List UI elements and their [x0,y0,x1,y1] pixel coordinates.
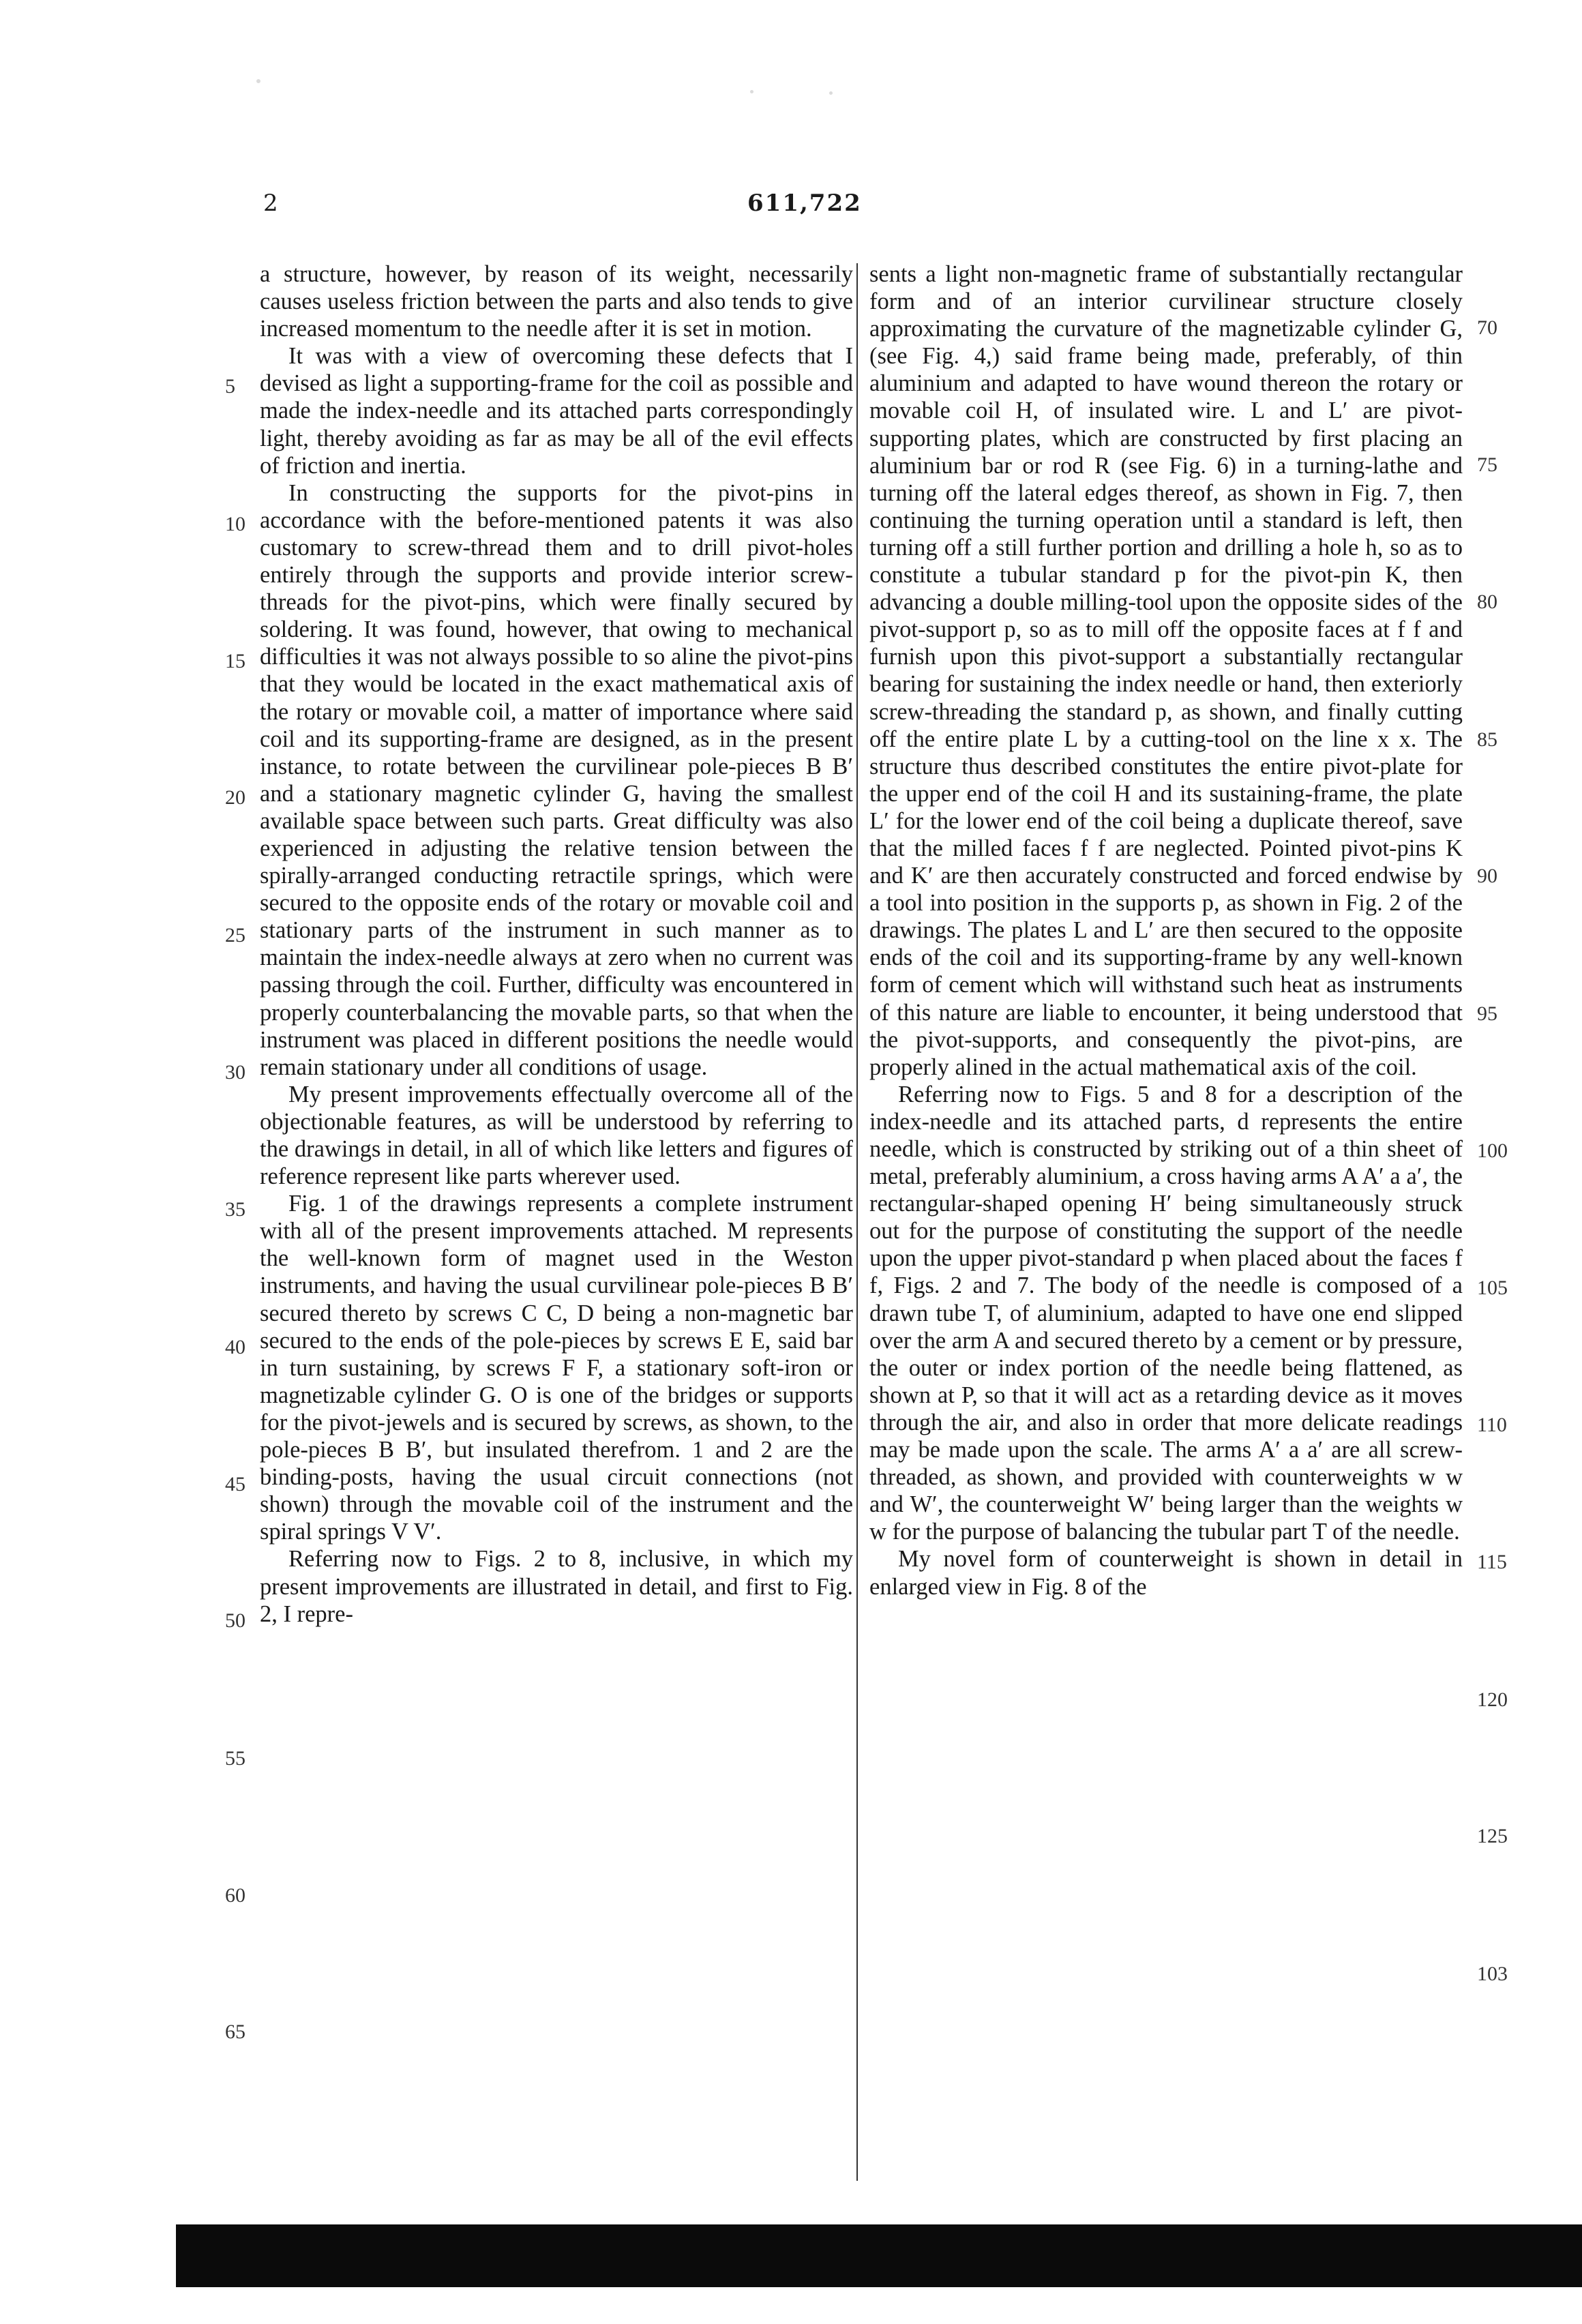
line-number: 25 [225,924,245,947]
paragraph: a structure, however, by reason of its weight, necessarily causes useless friction between the parts and also tends to give increased momentum to the needle after it is set in motion. [260,261,853,342]
column-divider [856,263,858,2181]
paragraph: Fig. 1 of the drawings represents a complete instrument with all of the present improvements attached. M represents the well-known form of magnet used in the Weston instruments, and having the usual curvilinear pole-pieces B B′ secured thereto by screws C C, D being a non-magnetic bar secured to the ends of the pole-pieces by screws E E, said bar in turn sustaining, by screws F F, a stationary soft-iron or magnetizable cylinder G. O is one of the bridges or supports for the pivot-jewels and is secured by screws, as shown, to the pole-pieces B B′, but insulated therefrom. 1 and 2 are the binding-posts, having the usual circuit connections (not shown) through the movable coil of the instrument and the spiral springs V V′. [260,1191,853,1545]
line-number: 70 [1477,316,1497,339]
line-number: 75 [1477,453,1497,476]
right-column [869,260,1463,1600]
patent-number: 611,722 [747,190,862,217]
paragraph: It was with a view of overcoming these defects that I devised as light a supporting-frame for the coil as possible and made the index-needle and its attached parts correspondingly light, thereby avoiding as far as may be all of the evil effects of friction and inertia. [260,343,853,479]
paragraph: My novel form of counterweight is shown in detail in enlarged view in Fig. 8 of the [869,1546,1463,1600]
line-number: 115 [1477,1551,1507,1573]
line-number: 45 [225,1473,245,1495]
scan-border-bar [176,2224,1582,2287]
scan-speck [256,79,260,83]
line-number: 125 [1477,1825,1508,1847]
line-number: 35 [225,1198,245,1221]
line-number: 100 [1477,1139,1508,1162]
line-number: 103 [1477,1963,1508,1985]
line-number: 5 [225,375,235,398]
line-number: 20 [225,786,245,809]
line-number: 30 [225,1061,245,1084]
paragraph: Referring now to Figs. 5 and 8 for a description of the index-needle and its attached parts, d represents the entire needle, which is constructed by striking out of a thin sheet of metal, preferably aluminium, a cross having arms A A′ a a′, the rectangular-shaped opening H′ being simultaneously struck out for the purpose of constituting the support of the needle upon the upper pivot-standard p when placed about the faces f f, Figs. 2 and 7. The body of the needle is composed of a drawn tube T, of aluminium, adapted to have one end slipped over the arm A and secured thereto by a cement or by pressure, the outer or index portion of the needle being flattened, as shown at P, so that it will act as a retarding device as it moves through the air, and also in order that more delicate readings may be made upon the scale. The arms A′ a a′ are all screw-threaded, as shown, and provided with counterweights w w and W′, the counterweight W′ being larger than the weights w w for the purpose of balancing the tubular part T of the needle. [869,1081,1463,1545]
paragraph: sents a light non-magnetic frame of substantially rectangular form and of an interior curvilinear structure closely approximating the curvature of the magnetizable cylinder G, (see Fig. 4,) said frame being made, preferably, of thin aluminium and adapted to have wound thereon the rotary or movable coil H, of insulated wire. L and L′ are pivot-supporting plates, which are constructed by first placing an aluminium bar or rod R (see Fig. 6) in a turning-lathe and turning off the lateral edges thereof, as shown in Fig. 7, then continuing the turning operation until a standard is left, then turning off a still further portion and drilling a hole h, so as to constitute a tubular standard p for the pivot-pin K, then advancing a double milling-tool upon the opposite sides of the pivot-support p, so as to mill off the opposite faces at f f and furnish upon this pivot-support a substantially rectangular bearing for sustaining the index needle or hand, then exteriorly screw-threading the standard p, as shown, and finally cutting off the entire plate L by a cutting-tool on the line x x. The structure thus described constitutes the entire pivot-plate for the upper end of the coil H and its sustaining-frame, the plate L′ for the lower end of the coil being a duplicate thereof, save that the milled faces f f are neglected. Pointed pivot-pins K and K′ are then accurately constructed and forced endwise by a tool into position in the supports p, as shown in Fig. 2 of the drawings. The plates L and L′ are then secured to the opposite ends of the coil and its supporting-frame by any well-known form of cement which will withstand such heat as instruments of this nature are liable to encounter, it being understood that the pivot-supports, and consequently the pivot-pins, are properly alined in the actual mathematical axis of the coil. [869,261,1463,1080]
line-number: 55 [225,1747,245,1770]
line-number: 95 [1477,1002,1497,1025]
left-column [260,260,853,1628]
line-number: 80 [1477,591,1497,613]
line-number: 105 [1477,1277,1508,1299]
line-number: 50 [225,1609,245,1632]
page-number: 2 [263,190,278,217]
paragraph: My present improvements effectually overcome all of the objectionable features, as will be understood by referring to the drawings in detail, in all of which like letters and figures of reference represent like parts wherever used. [260,1081,853,1190]
line-number: 110 [1477,1414,1507,1436]
scan-speck [829,91,833,95]
line-number: 65 [225,2021,245,2043]
line-number: 10 [225,513,245,535]
line-number: 15 [225,650,245,672]
scan-speck [750,90,753,93]
line-number: 85 [1477,728,1497,751]
line-number: 60 [225,1884,245,1907]
line-number: 40 [225,1336,245,1358]
scan-speck [1214,1395,1217,1399]
line-number: 120 [1477,1688,1508,1711]
paragraph: Referring now to Figs. 2 to 8, inclusive, in which my present improvements are illustrated in detail, and first to Fig. 2, I repre- [260,1546,853,1627]
paragraph: In constructing the supports for the pivot-pins in accordance with the before-mentioned patents it was also customary to screw-thread them and to drill pivot-holes entirely through the supports and provide interior screw-threads for the pivot-pins, which were finally secured by soldering. It was found, however, that owing to mechanical difficulties it was not always possible to so aline the pivot-pins that they would be located in the exact mathematical axis of the rotary or movable coil, a matter of importance where said coil and its supporting-frame are designed, as in the present instance, to rotate between the curvilinear pole-pieces B B′ and a stationary magnetic cylinder G, having the smallest available space between such parts. Great difficulty was also experienced in adjusting the relative tension between the spirally-arranged conducting retractile springs, which were secured to the opposite ends of the rotary or movable coil and stationary parts of the instrument in such manner as to maintain the index-needle always at zero when no current was passing through the coil. Further, difficulty was encountered in properly counterbalancing the movable parts, so that when the instrument was placed in different positions the needle would remain stationary under all conditions of usage. [260,479,853,1080]
line-number: 90 [1477,865,1497,887]
